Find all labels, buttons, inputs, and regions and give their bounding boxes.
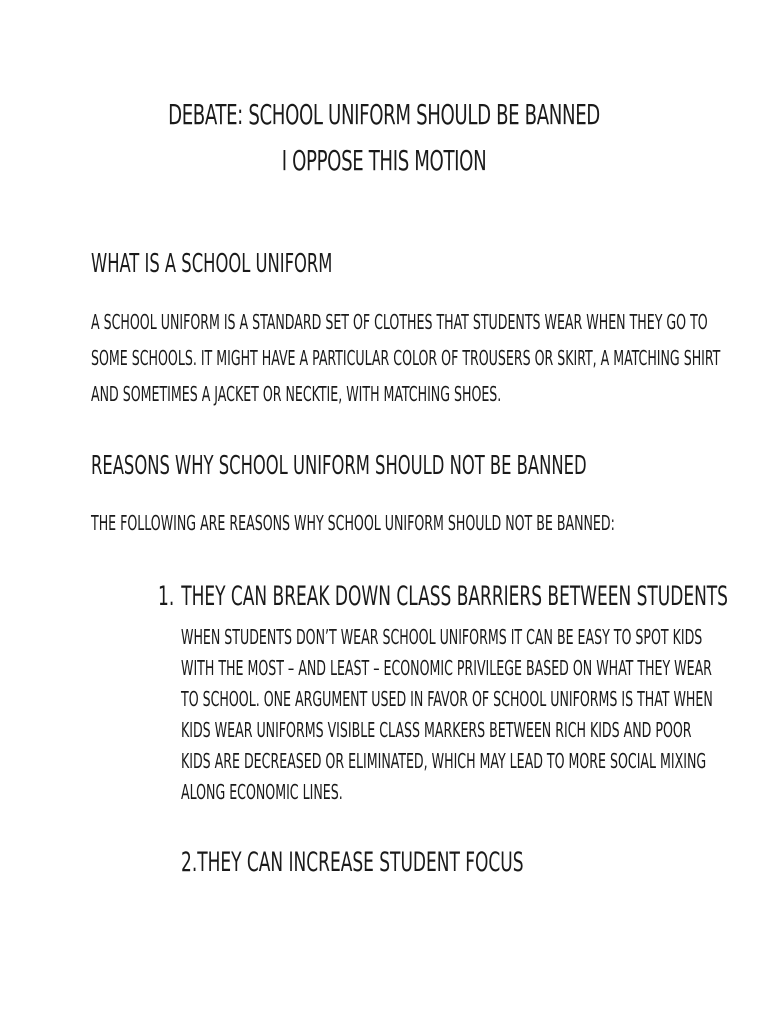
reason-body-1: [181, 622, 713, 808]
section-heading-reasons: REASONS WHY SCHOOL UNIFORM SHOULD NOT BE BANNED: [91, 451, 587, 481]
paragraph-line: AND SOMETIMES A JACKET OR NECKTIE, WITH MATCHING SHOES.: [91, 382, 502, 406]
section-intro-reasons: THE FOLLOWING ARE REASONS WHY SCHOOL UNIFORM SHOULD NOT BE BANNED:: [91, 511, 615, 535]
section-heading-what-is-uniform: WHAT IS A SCHOOL UNIFORM: [91, 249, 333, 279]
document-title: [108, 92, 661, 184]
reason-body-line: KIDS WEAR UNIFORMS VISIBLE CLASS MARKERS BETWEEN RICH KIDS AND POOR: [181, 718, 692, 742]
reason-body-line: TO SCHOOL. ONE ARGUMENT USED IN FAVOR OF SCHOOL UNIFORMS IS THAT WHEN: [181, 687, 713, 711]
reason-heading-text: THEY CAN INCREASE STUDENT FOCUS: [197, 847, 524, 878]
reason-body-line: WHEN STUDENTS DON’T WEAR SCHOOL UNIFORMS IT CAN BE EASY TO SPOT KIDS: [181, 625, 703, 649]
reason-number: 1.: [158, 581, 175, 612]
reason-number: 2.: [181, 847, 198, 878]
reason-heading-text: THEY CAN BREAK DOWN CLASS BARRIERS BETWEEN STUDENTS: [181, 581, 728, 612]
reason-heading-2: [181, 846, 524, 880]
title-line-2: I OPPOSE THIS MOTION: [281, 144, 487, 177]
reason-body-line: ALONG ECONOMIC LINES.: [181, 780, 343, 804]
paragraph-line: SOME SCHOOLS. IT MIGHT HAVE A PARTICULAR COLOR OF TROUSERS OR SKIRT, A MATCHING SHIRT: [91, 346, 721, 370]
reason-body-line: WITH THE MOST – AND LEAST – ECONOMIC PRIVILEGE BASED ON WHAT THEY WEAR: [181, 656, 712, 680]
reason-heading-1: [158, 580, 728, 614]
title-line-1: DEBATE: SCHOOL UNIFORM SHOULD BE BANNED: [168, 98, 600, 131]
section-paragraph-definition: [91, 304, 720, 412]
reason-body-line: KIDS ARE DECREASED OR ELIMINATED, WHICH MAY LEAD TO MORE SOCIAL MIXING: [181, 749, 707, 773]
paragraph-line: A SCHOOL UNIFORM IS A STANDARD SET OF CLOTHES THAT STUDENTS WEAR WHEN THEY GO TO: [91, 310, 708, 334]
